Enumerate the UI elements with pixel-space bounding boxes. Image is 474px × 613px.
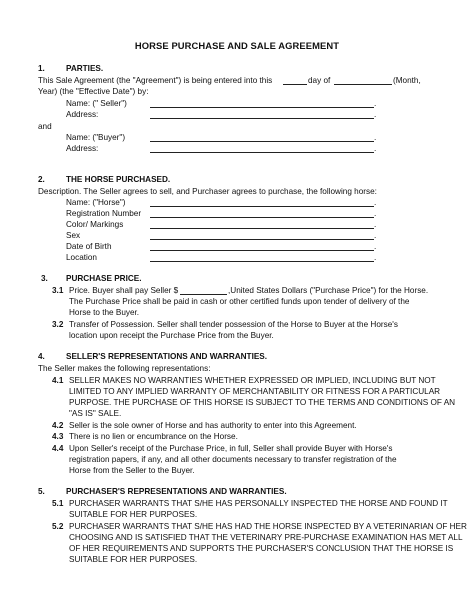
sex-label: Sex (66, 231, 81, 240)
seller-address-period: . (374, 110, 377, 119)
section-2-heading: THE HORSE PURCHASED. (66, 175, 171, 184)
horse-name-line (150, 206, 374, 207)
section-5-heading: PURCHASER'S REPRESENTATIONS AND WARRANTIES. (66, 487, 287, 496)
registration-number-label: Registration Number (66, 209, 142, 218)
buyer-address-line (150, 152, 374, 153)
section-3-number: 3. (41, 274, 48, 283)
warranty-disclaimer-text-2: LIMITED TO ANY IMPLIED WARRANTY OF MERCHANTABILITY OR FITNESS FOR A PARTICULAR (69, 387, 441, 396)
day-blank-line (283, 84, 307, 85)
seller-address-line (150, 118, 374, 119)
price-blank-line (180, 294, 227, 295)
clause-4-1-number: 4.1 (52, 376, 64, 385)
price-payment-text: The Purchase Price shall be paid in cash or other certified funds upon tender of delivery of the (69, 297, 410, 306)
veterinary-inspection-text-3: OF HER REQUIREMENTS AND SUPPORTS THE PURCHASER'S CONCLUSION THAT THE HORSE IS (69, 544, 454, 553)
sex-line (150, 239, 374, 240)
veterinary-inspection-text: PURCHASER WARRANTS THAT S/HE HAS HAD THE HORSE INSPECTED BY A VETERINARIAN OF HER (69, 522, 467, 531)
seller-name-label: Name: (" Seller") (66, 99, 127, 108)
clause-4-3-number: 4.3 (52, 432, 64, 441)
sex-period: . (374, 231, 377, 240)
personal-inspection-text-2: SUITABLE FOR HER PURPOSES. (69, 510, 198, 519)
price-delivery-text: Horse to the Buyer. (69, 308, 140, 317)
horse-name-label: Name: ("Horse") (66, 198, 126, 207)
location-period: . (374, 253, 377, 262)
seller-name-line (150, 107, 374, 108)
parties-intro-text: This Sale Agreement (the "Agreement") is being entered into this (38, 76, 273, 85)
price-currency-text: ,United States Dollars ("Purchase Price") for the Horse. (228, 286, 429, 295)
warranty-disclaimer-text-4: "AS IS" SALE. (69, 409, 122, 418)
registration-number-line (150, 217, 374, 218)
clause-4-2-number: 4.2 (52, 421, 64, 430)
clause-3-2-number: 3.2 (52, 320, 64, 329)
transfer-possession-text-2: location upon receipt the Purchase Price from the Buyer. (69, 331, 274, 340)
section-1-number: 1. (38, 64, 45, 73)
seller-representations-intro: The Seller makes the following representations: (38, 364, 211, 373)
buyer-name-period: . (374, 133, 377, 142)
buyer-address-label: Address: (66, 144, 99, 153)
registration-papers-text-2: registration papers, if any, and all other documents necessary to transfer registration of the (69, 455, 397, 464)
horse-description-text: Description. The Seller agrees to sell, and Purchaser agrees to purchase, the following horse: (38, 187, 377, 196)
section-3-heading: PURCHASE PRICE. (66, 274, 142, 283)
date-of-birth-line (150, 250, 374, 251)
buyer-address-period: . (374, 144, 377, 153)
section-5-number: 5. (38, 487, 45, 496)
warranty-disclaimer-text: SELLER MAKES NO WARRANTIES WHETHER EXPRESSED OR IMPLIED, INCLUDING BUT NOT (69, 376, 436, 385)
seller-address-label: Address: (66, 110, 99, 119)
section-4-number: 4. (38, 352, 45, 361)
date-of-birth-period: . (374, 242, 377, 251)
veterinary-inspection-text-4: SUITABLE FOR HER PURPOSES. (69, 555, 198, 564)
sole-owner-text: Seller is the sole owner of Horse and has authority to enter into this Agreement. (69, 421, 357, 430)
color-markings-label: Color/ Markings (66, 220, 124, 229)
personal-inspection-text: PURCHASER WARRANTS THAT S/HE HAS PERSONALLY INSPECTED THE HORSE AND FOUND IT (69, 499, 448, 508)
warranty-disclaimer-text-3: PURPOSE. THE PURCHASE OF THIS HORSE IS SUBJECT TO THE TERMS AND CONDITIONS OF AN (69, 398, 456, 407)
seller-name-period: . (374, 99, 377, 108)
clause-3-1-number: 3.1 (52, 286, 64, 295)
day-of-text: day of (308, 76, 331, 85)
buyer-name-label: Name: ("Buyer") (66, 133, 126, 142)
veterinary-inspection-text-2: CHOOSING AND IS SATISFIED THAT THE VETERINARY PRE-PURCHASE EXAMINATION HAS MET ALL (69, 533, 463, 542)
clause-5-1-number: 5.1 (52, 499, 64, 508)
location-line (150, 261, 374, 262)
no-lien-text: There is no lien or encumbrance on the Horse. (69, 432, 238, 441)
color-markings-line (150, 228, 374, 229)
effective-date-text: Year) (the "Effective Date") by: (38, 87, 149, 96)
registration-papers-text-3: Horse from the Seller to the Buyer. (69, 466, 195, 475)
buyer-name-line (150, 141, 374, 142)
clause-5-2-number: 5.2 (52, 522, 64, 531)
horse-name-period: . (374, 198, 377, 207)
clause-4-4-number: 4.4 (52, 444, 64, 453)
color-markings-period: . (374, 220, 377, 229)
price-text: Price. Buyer shall pay Seller $ (69, 286, 179, 295)
month-blank-line (334, 84, 392, 85)
location-label: Location (66, 253, 97, 262)
registration-number-period: . (374, 209, 377, 218)
section-4-heading: SELLER'S REPRESENTATIONS AND WARRANTIES. (66, 352, 268, 361)
transfer-possession-text: Transfer of Possession. Seller shall tender possession of the Horse to Buyer at the Horse's (69, 320, 398, 329)
document-title: HORSE PURCHASE AND SALE AGREEMENT (134, 40, 340, 51)
month-text: (Month, (393, 76, 421, 85)
registration-papers-text: Upon Seller's receipt of the Purchase Price, in full, Seller shall provide Buyer with Horse's (69, 444, 393, 453)
and-text: and (38, 122, 52, 131)
section-2-number: 2. (38, 175, 45, 184)
section-1-heading: PARTIES. (66, 64, 104, 73)
date-of-birth-label: Date of Birth (66, 242, 112, 251)
